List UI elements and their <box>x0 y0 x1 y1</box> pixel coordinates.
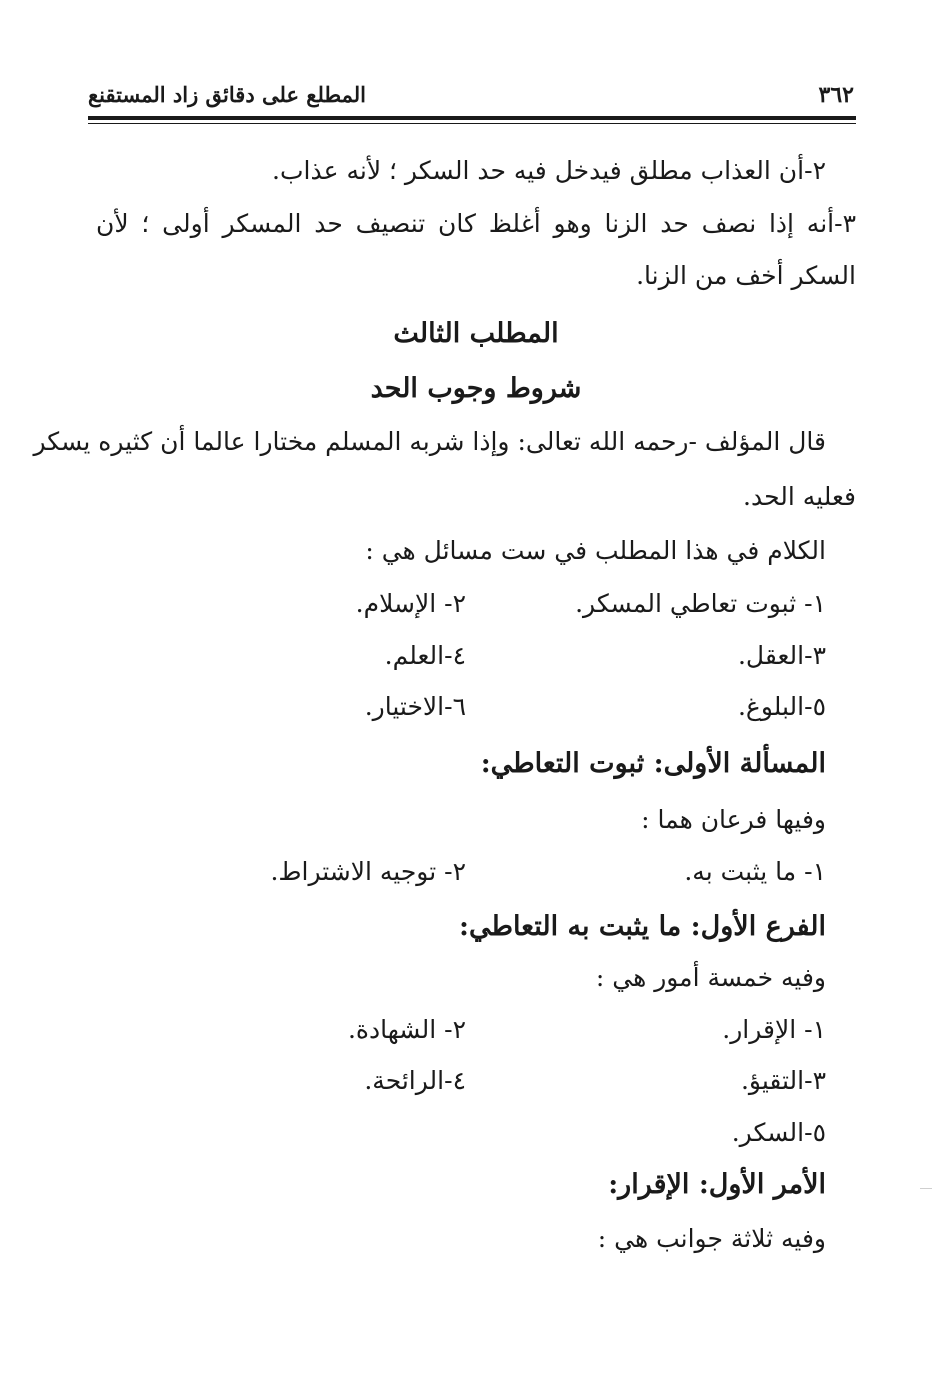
running-header <box>88 82 856 116</box>
page-number: ٣٦٢ <box>818 82 854 108</box>
branch-item: ٢- توجيه الاشتراط. <box>270 857 466 886</box>
issue-item: ٤-العلم. <box>384 641 466 670</box>
author-quote-line-1: قال المؤلف -رحمه الله تعالى: وإذا شربه المسلم مختارا عالما أن كثيره يسكر <box>33 427 826 456</box>
reason-2: ٢-أن العذاب مطلق فيدخل فيه حد السكر ؛ لأنه عذاب. <box>272 156 826 185</box>
branch-1-heading: الفرع الأول: ما يثبت به التعاطي: <box>458 911 826 942</box>
issue-item: ٢- الإسلام. <box>355 589 466 618</box>
matter-item: ١- الإقرار. <box>722 1015 826 1044</box>
matter-1-heading: الأمر الأول: الإقرار: <box>608 1169 826 1200</box>
branches-intro: وفيها فرعان هما : <box>641 805 826 834</box>
issue-item: ٥-البلوغ. <box>737 692 826 721</box>
reason-3-line-1: ٣-أنه إذا نصف حد الزنا وهو أغلظ كان تنصيف حد المسكر أولى ؛ لأن <box>96 209 856 238</box>
matter-item: ٣-التقيؤ. <box>740 1066 826 1095</box>
header-rule-thin <box>88 123 856 124</box>
issues-intro: الكلام في هذا المطلب في ست مسائل هي : <box>365 536 826 565</box>
matter-item: ٢- الشهادة. <box>347 1015 466 1044</box>
aspects-intro: وفيه ثلاثة جوانب هي : <box>597 1224 826 1253</box>
scan-edge-mark <box>920 1188 932 1189</box>
section-title: شروط وجوب الحد <box>370 373 582 404</box>
author-quote-line-2: فعليه الحد. <box>743 482 856 511</box>
issue-item: ٦-الاختيار. <box>364 692 466 721</box>
issue-item: ٣-العقل. <box>737 641 826 670</box>
reason-3-line-2: السكر أخف من الزنا. <box>636 261 856 290</box>
book-title: المطلع على دقائق زاد المستقنع <box>88 82 367 107</box>
issue-item: ١- ثبوت تعاطي المسكر. <box>575 589 826 618</box>
matter-item: ٤-الرائحة. <box>364 1066 466 1095</box>
section-heading: المطلب الثالث <box>393 318 559 349</box>
header-rule-thick <box>88 116 856 120</box>
issue-1-heading: المسألة الأولى: ثبوت التعاطي: <box>480 748 826 779</box>
matters-intro: وفيه خمسة أمور هي : <box>595 963 826 992</box>
matter-item: ٥-السكر. <box>731 1118 826 1147</box>
branch-item: ١- ما يثبت به. <box>684 857 826 886</box>
